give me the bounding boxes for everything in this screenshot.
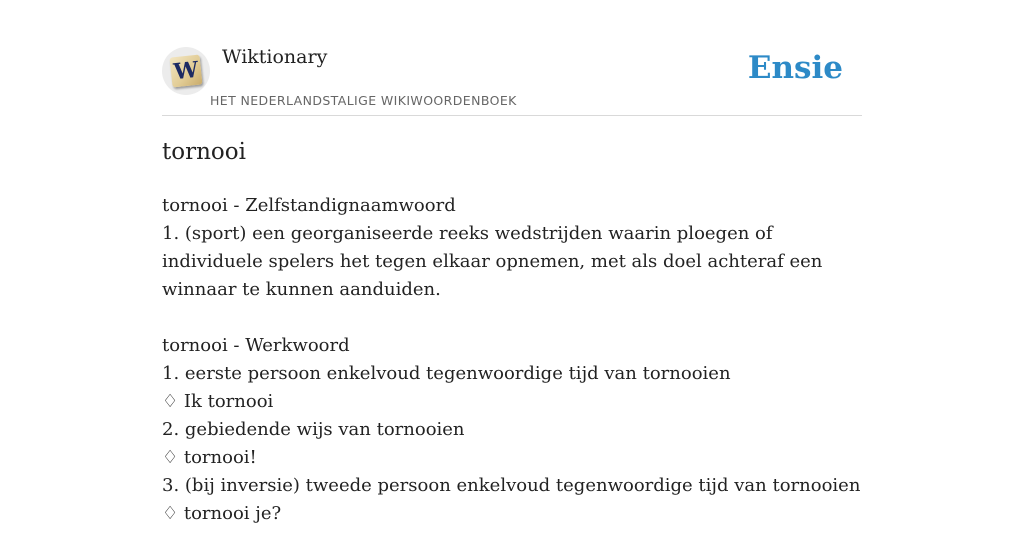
definition-line: 1. (sport) een georganiseerde reeks wedstrijden waarin ploegen of individuele spelers het tegen elkaar opnemen, met als doel achteraf een winnaar te kunnen aanduiden. <box>162 223 823 300</box>
entry-verb <box>162 332 862 528</box>
definition-line: 3. (bij inversie) tweede persoon enkelvoud tegenwoordige tijd van tornooien <box>162 475 861 496</box>
wiktionary-logo-icon[interactable] <box>162 47 210 95</box>
definition-line: 2. gebiedende wijs van tornooien <box>162 419 465 440</box>
site-name[interactable]: Wiktionary <box>222 46 328 68</box>
entry-heading: tornooi - Werkwoord <box>162 335 350 356</box>
example-line: ♢ tornooi je? <box>162 503 282 524</box>
example-line: ♢ Ik tornooi <box>162 391 274 412</box>
site-header <box>162 40 862 116</box>
logo-letter: W <box>170 55 203 88</box>
definition-line: 1. eerste persoon enkelvoud tegenwoordige tijd van tornooien <box>162 363 731 384</box>
entry-noun <box>162 192 862 304</box>
site-tagline: HET NEDERLANDSTALIGE WIKIWOORDENBOEK <box>210 93 517 108</box>
example-line: ♢ tornooi! <box>162 447 257 468</box>
page-title: tornooi <box>162 139 246 165</box>
definition-content <box>162 192 862 556</box>
entry-heading: tornooi - Zelfstandignaamwoord <box>162 195 456 216</box>
ensie-brand-logo[interactable]: Ensie <box>747 50 843 86</box>
